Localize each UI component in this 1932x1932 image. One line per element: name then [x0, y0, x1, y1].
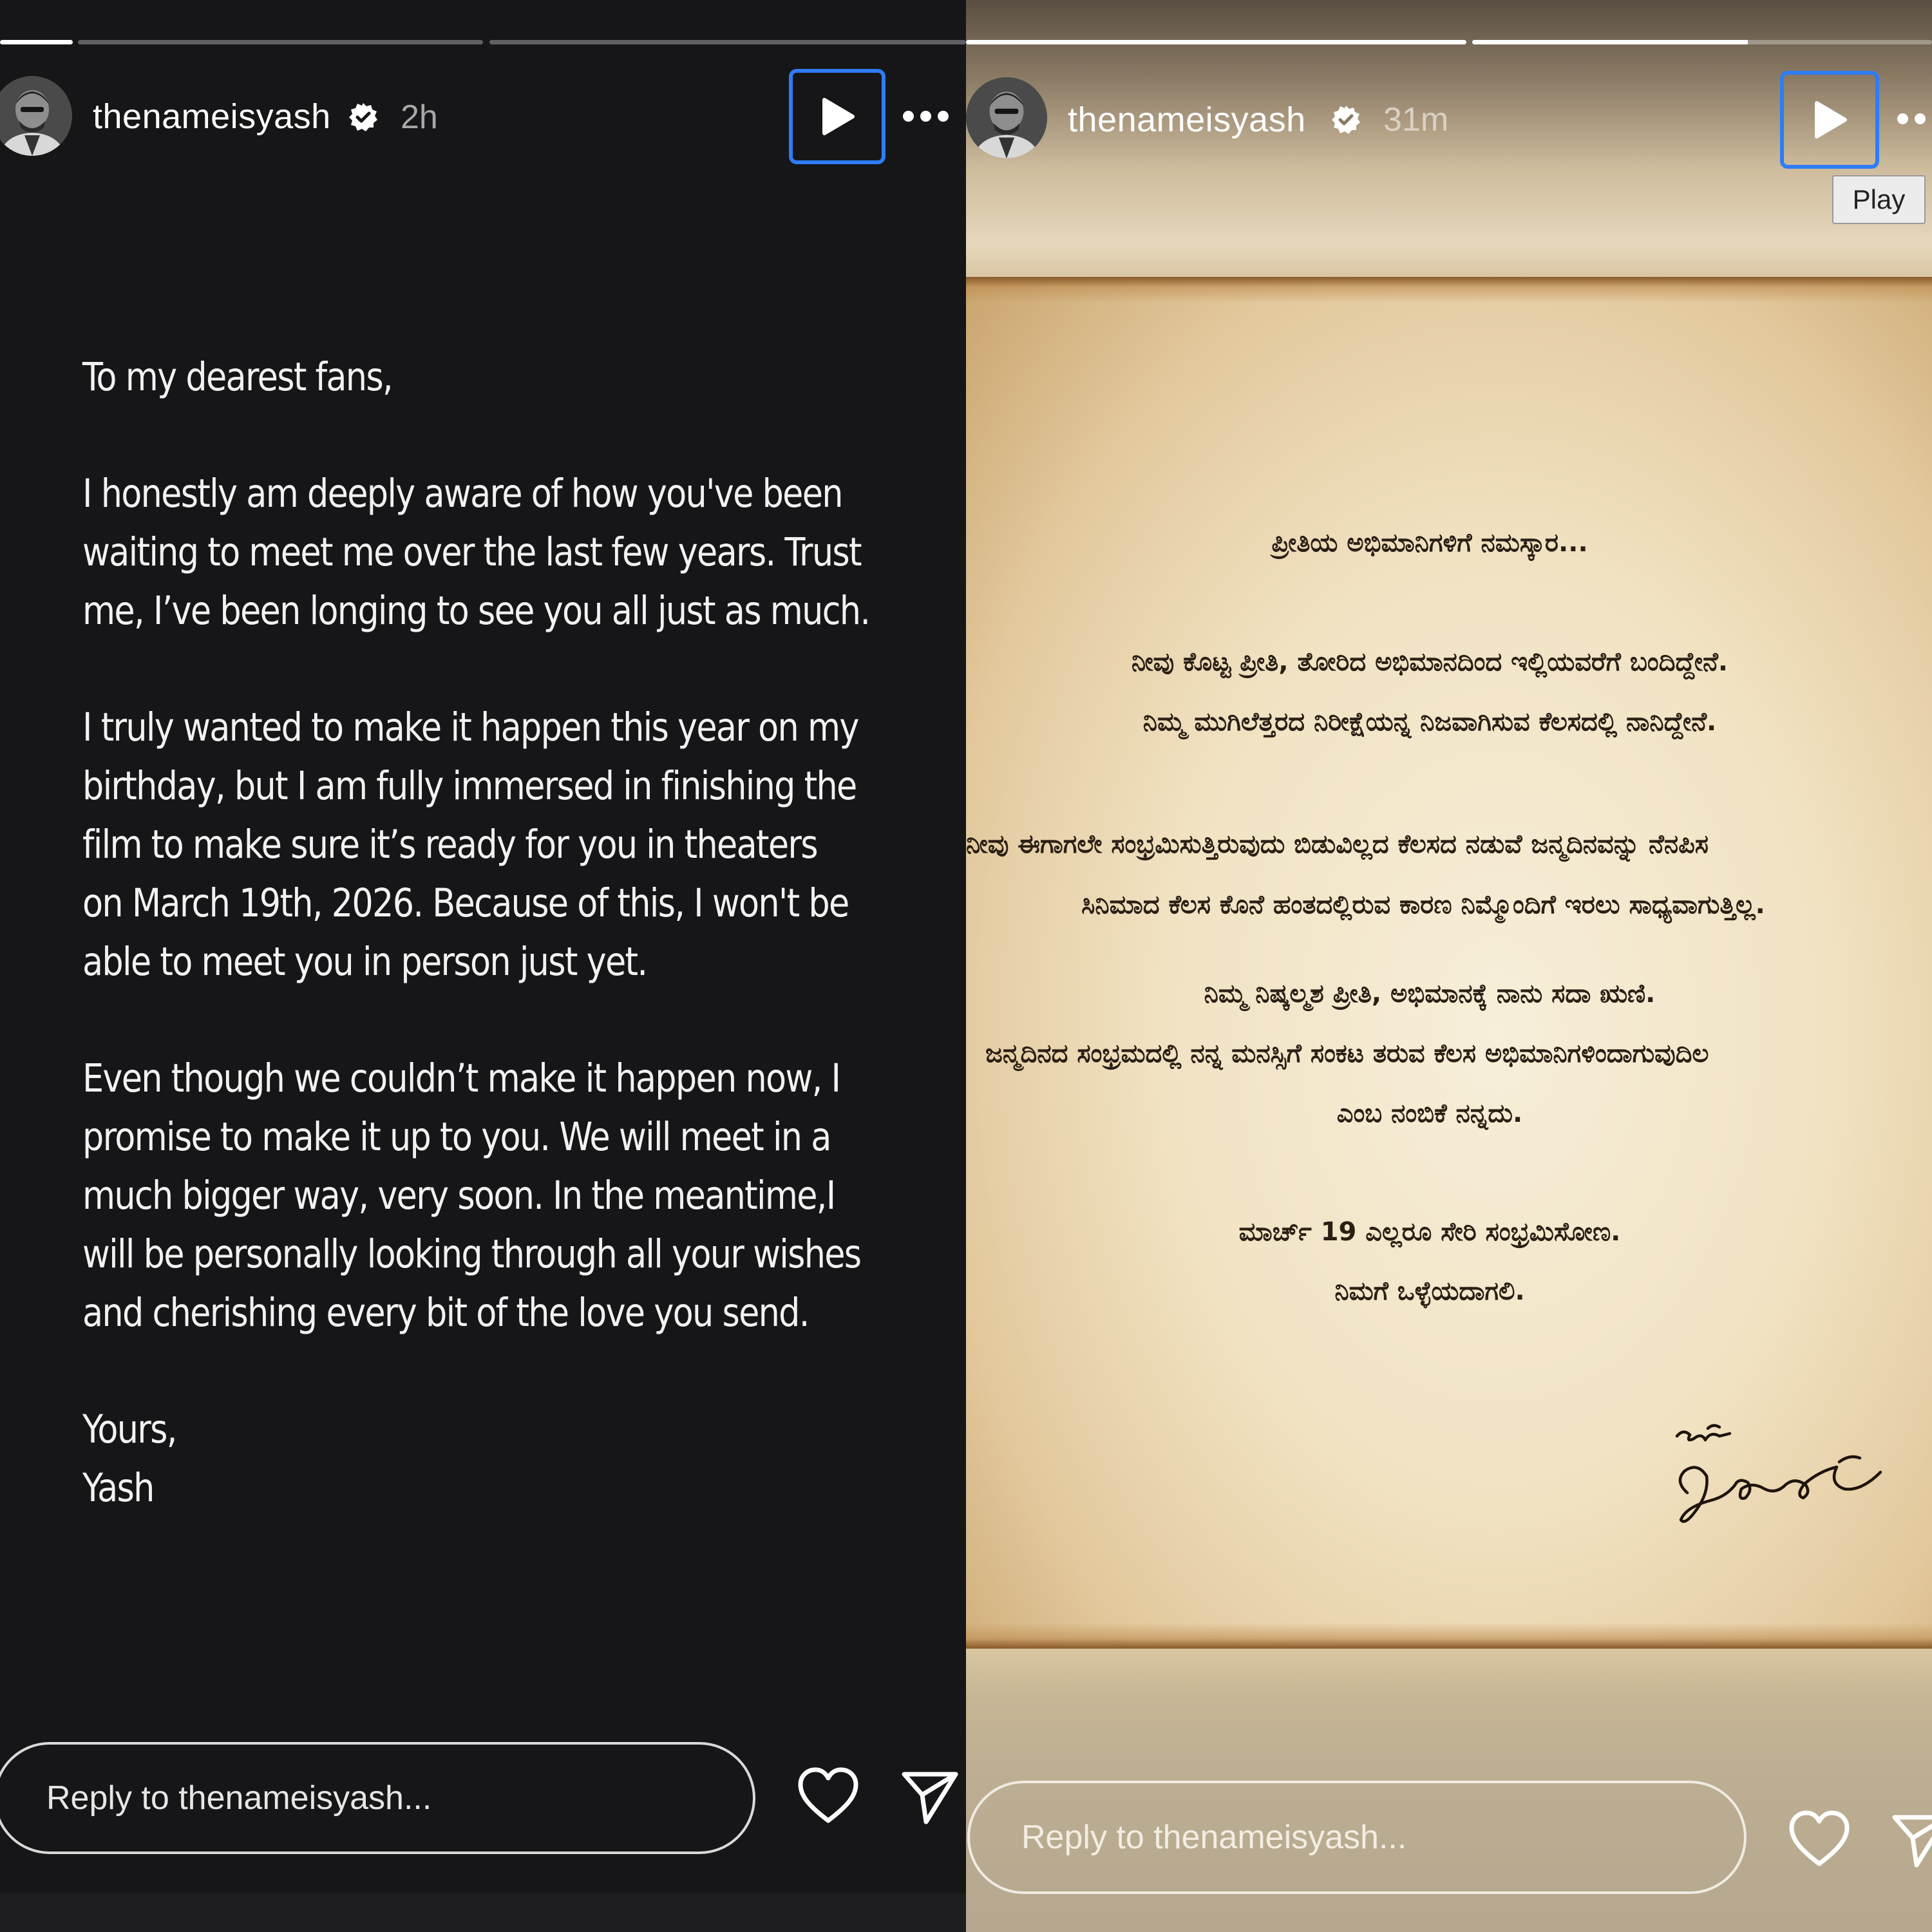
letter-paragraph: I honestly am deeply aware of how you've been waiting to meet me over the last few years. Trust me, I’ve been longing to see you all just as much.: [82, 471, 870, 634]
story-progress-bar: [1472, 40, 1932, 44]
letter-line: ನಿಮ್ಮ ನಿಷ್ಕಲ್ಮಶ ಪ್ರೀತಿ, ಅಭಿಮಾನಕ್ಕೆ ನಾನು ಸದಾ ಋಣಿ.: [1204, 979, 1656, 1009]
letter-greeting: To my dearest fans,: [82, 354, 392, 400]
story-progress-bar: [966, 40, 1466, 44]
story-age: 2h: [401, 99, 438, 136]
avatar-image: [966, 77, 1047, 158]
avatar[interactable]: [966, 77, 1047, 158]
play-button[interactable]: [1780, 71, 1879, 169]
progress-fill: [966, 40, 1466, 44]
letter-paragraph: I truly wanted to make it happen this year on my birthday, but I am fully immersed in finishing the film to make sure it’s ready for you in theaters on March 19th, 2026. Because of this, I won't be able to meet you in person just yet.: [82, 705, 858, 985]
letter-line: ಮಾರ್ಚ್ 19 ಎಲ್ಲರೂ ಸೇರಿ ಸಂಭ್ರಮಿಸೋಣ.: [1238, 1217, 1621, 1247]
play-tooltip: Play: [1832, 175, 1926, 224]
reply-input[interactable]: [967, 1781, 1747, 1894]
reply-input[interactable]: [0, 1742, 755, 1854]
letter-line: ಜನ್ಮದಿನದ ಸಂಭ್ರಮದಲ್ಲಿ ನನ್ನ ಮನಸ್ಸಿಗೆ ಸಂಕಟ ತರುವ ಕೆಲಸ ಅಭಿಮಾನಿಗಳಿಂದಾಗುವುದಿಲ: [985, 1039, 1709, 1068]
avatar-image: [0, 76, 72, 156]
bottom-band: [0, 1893, 966, 1932]
letter-signoff: Yours, Yash: [82, 1406, 176, 1511]
letter-line: ನೀವು ಕೊಟ್ಟ ಪ್ರೀತಿ, ತೋರಿದ ಅಭಿಮಾನದಿಂದ ಇಲ್ಲಿಯವರೆಗೆ ಬಂದಿದ್ದೇನೆ.: [1131, 647, 1728, 677]
story-age: 31m: [1383, 101, 1449, 138]
more-options-icon: [1915, 113, 1926, 124]
more-options-button[interactable]: [1897, 113, 1926, 124]
letter-paragraph: Even though we couldn’t make it happen now, I promise to make it up to you. We will meet in a much bigger way, very soon. In the meantime,I will be personally looking through all your wishes and cherishing every bit of the love you send.: [82, 1056, 861, 1336]
story-progress-bar: [489, 40, 966, 44]
story-image: [966, 277, 1932, 1649]
story-progress-bar: [78, 40, 483, 44]
send-icon[interactable]: [900, 1769, 960, 1826]
signature: [1668, 1417, 1887, 1539]
letter-line: ಸಿನಿಮಾದ ಕೆಲಸ ಕೊನೆ ಹಂತದಲ್ಲಿರುವ ಕಾರಣ ನಿಮ್ಮೊಂದಿಗೆ ಇರಲು ಸಾಧ್ಯವಾಗುತ್ತಿಲ್ಲ.: [1081, 890, 1765, 920]
story-text: [82, 348, 947, 1575]
letter-line: ಎಂಬ ನಂಬಿಕೆ ನನ್ನದು.: [1336, 1099, 1523, 1128]
reply-placeholder: Reply to thenameisyash...: [1021, 1819, 1407, 1856]
verified-badge-icon: [348, 102, 379, 133]
more-options-icon: [938, 111, 949, 122]
username[interactable]: thenameisyash: [1068, 100, 1306, 139]
more-options-icon: [1897, 113, 1908, 124]
more-options-icon: [920, 111, 931, 122]
more-options-icon: [903, 111, 914, 122]
letter-line: ನೀವು ಈಗಾಗಲೇ ಸಂಭ್ರಮಿಸುತ್ತಿರುವುದು ಬಿಡುವಿಲ್ಲದ ಕೆಲಸದ ನಡುವೆ ಜನ್ಮದಿನವನ್ನು ನೆನಪಿಸ: [966, 829, 1709, 859]
send-icon[interactable]: [1891, 1812, 1932, 1869]
play-icon: [1809, 99, 1850, 140]
progress-fill: [0, 40, 73, 44]
story-right: [966, 0, 1932, 1932]
progress-fill: [1472, 40, 1748, 44]
letter-line: ನಿಮಗೆ ಒಳ್ಳೆಯದಾಗಲಿ.: [1334, 1276, 1525, 1306]
play-button[interactable]: [789, 69, 886, 164]
burnt-edge: [966, 1623, 1932, 1649]
burnt-edge: [966, 277, 1932, 303]
heart-icon[interactable]: [1788, 1810, 1851, 1868]
reply-placeholder: Reply to thenameisyash...: [46, 1779, 432, 1817]
heart-icon[interactable]: [797, 1766, 860, 1824]
play-icon: [817, 96, 858, 137]
more-options-button[interactable]: [903, 111, 949, 122]
username[interactable]: thenameisyash: [93, 97, 331, 136]
avatar[interactable]: [0, 76, 72, 156]
letter-line: ನಿಮ್ಮ ಮುಗಿಲೆತ್ತರದ ನಿರೀಕ್ಷೆಯನ್ನ ನಿಜವಾಗಿಸುವ ಕೆಲಸದಲ್ಲಿ ನಾನಿದ್ದೇನೆ.: [1142, 707, 1717, 737]
verified-badge-icon: [1331, 104, 1361, 135]
letter-line: ಪ್ರೀತಿಯ ಅಭಿಮಾನಿಗಳಿಗೆ ನಮಸ್ಕಾರ...: [1271, 528, 1588, 558]
story-progress-bar: [0, 40, 73, 44]
